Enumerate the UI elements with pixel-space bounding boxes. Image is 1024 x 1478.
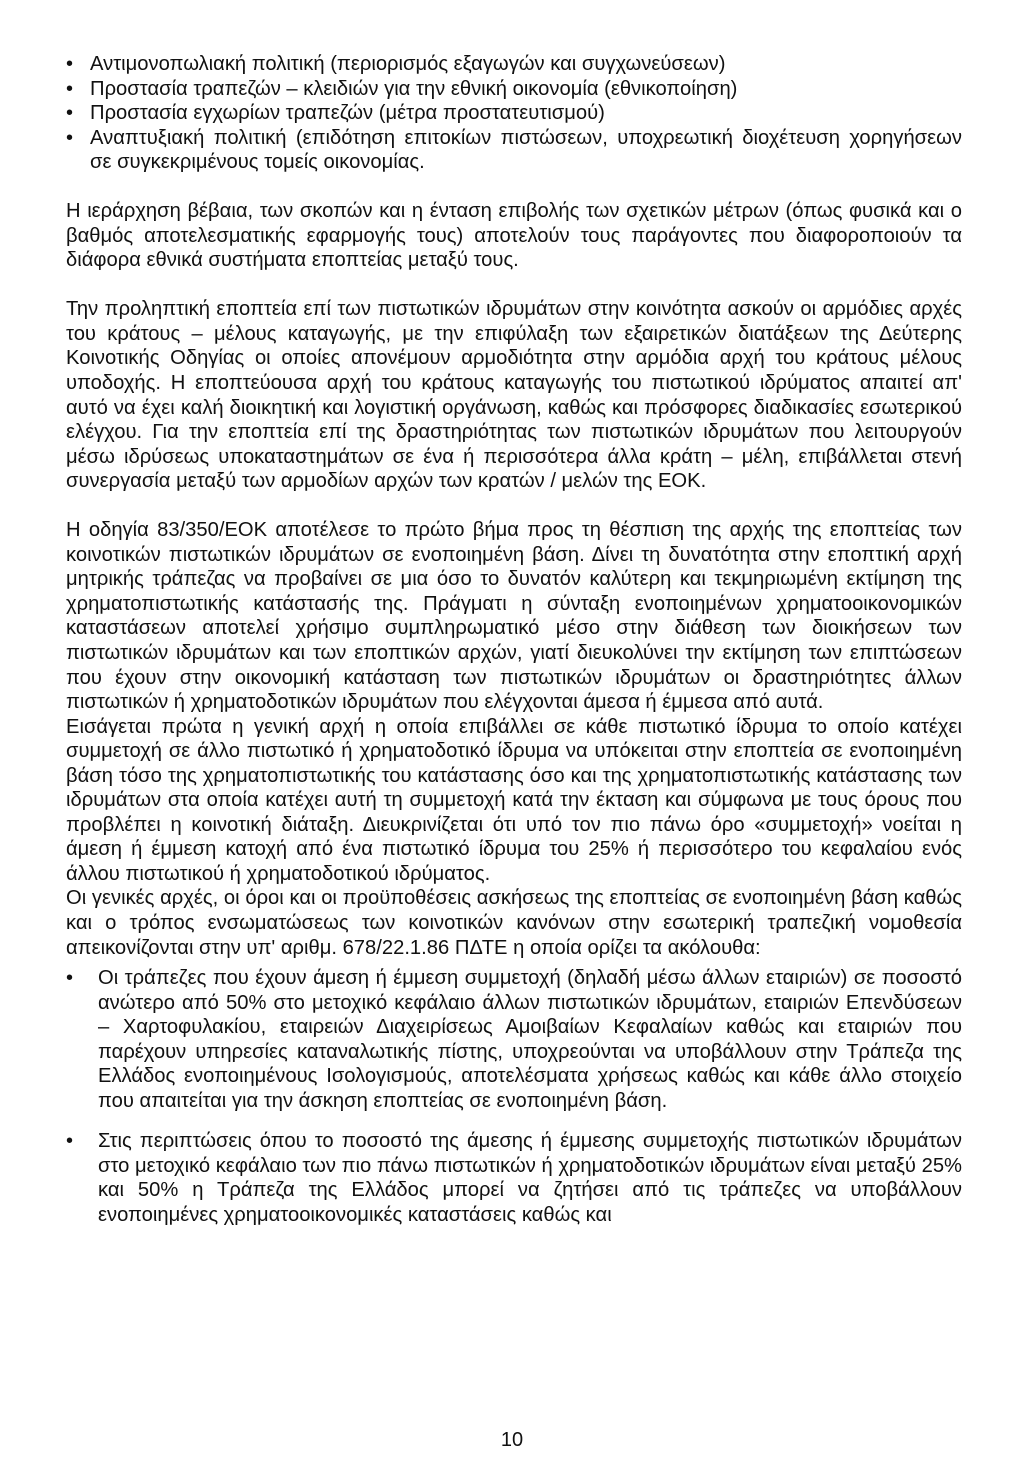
top-bullet-list (66, 52, 962, 175)
bullet-item: • Οι τράπεζες που έχουν άμεση ή έμμεση συμμετοχή (δηλαδή μέσω άλλων εταιριών) σε ποσοστό ανώτερο από 50% στο μετοχικό κεφάλαιο άλλων πιστωτικών ιδρυμάτων, εταιριών Επενδύσεων – Χαρτοφυλακίου, εταιρειών Διαχειρίσεως Αμοιβαίων Κεφαλαίων καθώς και εταιριών που παρέχουν υπηρεσίες καταναλωτικής πίστης, υποχρεούνται να υποβάλλουν στην Τράπεζα της Ελλάδος ενοποιημένους Ισολογισμούς, αποτελέσματα χρήσεως καθώς και κάθε άλλο στοιχείο που απαιτείται για την άσκηση εποπτείας σε ενοποιημένη βάση. (66, 966, 962, 1113)
bullet-item: • Αντιμονοπωλιακή πολιτική (περιορισμός εξαγωγών και συγχωνεύσεων) (66, 52, 962, 77)
paragraph-hierarchy: Η ιεράρχηση βέβαια, των σκοπών και η ένταση επιβολής των σχετικών μέτρων (όπως φυσικά και ο βαθμός αποτελεσματικής εφαρμογής τους) αποτελούν τους παράγοντες που διαφοροποιούν τα διάφορα εθνικά συστήματα εποπτείας μεταξύ τους. (66, 200, 962, 272)
bottom-bullet-list (66, 966, 962, 1227)
paragraph-directive: Η οδηγία 83/350/ΕΟΚ αποτέλεσε το πρώτο βήμα προς τη θέσπιση της αρχής της εποπτείας των κοινοτικών πιστωτικών ιδρυμάτων σε ενοποιημένη βάση. Δίνει τη δυνατότητα στην εποπτική αρχή μητρικής τράπεζας να προβαίνει σε μια όσο το δυνατόν καλύτερη και τεκμηριωμένη εκτίμηση της χρηματοπιστωτικής κατάστασής της. Πράγματι η σύνταξη ενοποιημένων χρηματοοικονομικών καταστάσεων αποτελεί χρήσιμο συμπληρωματικό μέσο στην διάθεση των διοικήσεων των πιστωτικών ιδρυμάτων και των εποπτικών αρχών, γιατί διευκολύνει την εκτίμηση των επιπτώσεων που έχουν στην οικονομική κατάσταση των πιστωτικών ιδρυμάτων οι δραστηριότητες άλλων πιστωτικών ή χρηματοδοτικών ιδρυμάτων που ελέγχονται άμεσα ή έμμεσα από αυτά. (66, 519, 962, 714)
bullet-item: • Αναπτυξιακή πολιτική (επιδότηση επιτοκίων πιστώσεων, υποχρεωτική διοχέτευση χορηγήσεων σε συγκεκριμένους τομείς οικονομίας. (66, 126, 962, 175)
spacer (66, 175, 962, 200)
bullet-item: • Προστασία εγχωρίων τραπεζών (μέτρα προστατευτισμού) (66, 101, 962, 126)
bullet-item: • Προστασία τραπεζών – κλειδιών για την εθνική οικονομία (εθνικοποίηση) (66, 77, 962, 102)
spacer (66, 273, 962, 298)
paragraph-general-rules: Οι γενικές αρχές, οι όροι και οι προϋποθέσεις ασκήσεως της εποπτείας σε ενοποιημένη βάση καθώς και ο τρόπος ενσωματώσεως των κοινοτικών κανόνων στην εσωτερική τραπεζική νομοθεσία απεικονίζονται στην υπ' αριθμ. 678/22.1.86 ΠΔΤΕ η οποία ορίζει τα ακόλουθα: (66, 887, 962, 959)
spacer (66, 494, 962, 519)
page-number: 10 (500, 1429, 524, 1451)
paragraph-general-principle: Εισάγεται πρώτα η γενική αρχή η οποία επιβάλλει σε κάθε πιστωτικό ίδρυμα το οποίο κατέχει συμμετοχή σε άλλο πιστωτικό ή χρηματοδοτικό ίδρυμα να υπόκειται στην εποπτεία σε ενοποιημένη βάση τόσο της χρηματοπιστωτικής του κατάστασης όσο και της χρηματοπιστωτικής κατάστασης των ιδρυμάτων στα οποία κατέχει αυτή τη συμμετοχή κατά την έκταση και σύμφωνα με τους όρους που προβλέπει η κοινοτική διάταξη. Διευκρινίζεται ότι υπό τον πιο πάνω όρο «συμμετοχή» νοείται η άμεση ή έμμεση κατοχή από ένα πιστωτικό ίδρυμα του 25% ή περισσότερο του κεφαλαίου ενός άλλου πιστωτικού ή χρηματοδοτικού ιδρύματος. (66, 715, 962, 885)
paragraph-prudential-supervision: Την προληπτική εποπτεία επί των πιστωτικών ιδρυμάτων στην κοινότητα ασκούν οι αρμόδιες αρχές του κράτους – μέλους καταγωγής, με την επιφύλαξη των εξαιρετικών διατάξεων της Δεύτερης Κοινοτικής Οδηγίας οι οποίες απονέμουν αρμοδιότητα στην αρμόδια αρχή του κράτους μέλους υποδοχής. Η εποπτεύουσα αρχή του κράτους καταγωγής του πιστωτικού ιδρύματος απαιτεί απ' αυτό να έχει καλή διοικητική και λογιστική οργάνωση, καθώς και πρόσφορες διαδικασίες εσωτερικού ελέγχου. Για την εποπτεία επί της δραστηριότητας των πιστωτικών ιδρυμάτων που λειτουργούν μέσω ιδρύσεως υποκαταστημάτων σε ένα ή περισσότερα άλλα κράτη – μέλη, επιβάλλεται στενή συνεργασία μεταξύ των αρμοδίων αρχών των κρατών / μελών της ΕΟΚ. (66, 298, 962, 493)
document-page (66, 52, 962, 1244)
bullet-item: • Στις περιπτώσεις όπου το ποσοστό της άμεσης ή έμμεσης συμμετοχής πιστωτικών ιδρυμάτων στο μετοχικό κεφάλαιο των πιο πάνω πιστωτικών ή χρηματοδοτικών ιδρυμάτων είναι μεταξύ 25% και 50% η Τράπεζα της Ελλάδος μπορεί να ζητήσει από τις τράπεζες να υποβάλλουν ενοποιημένες χρηματοοικονομικές καταστάσεις καθώς και (66, 1129, 962, 1227)
